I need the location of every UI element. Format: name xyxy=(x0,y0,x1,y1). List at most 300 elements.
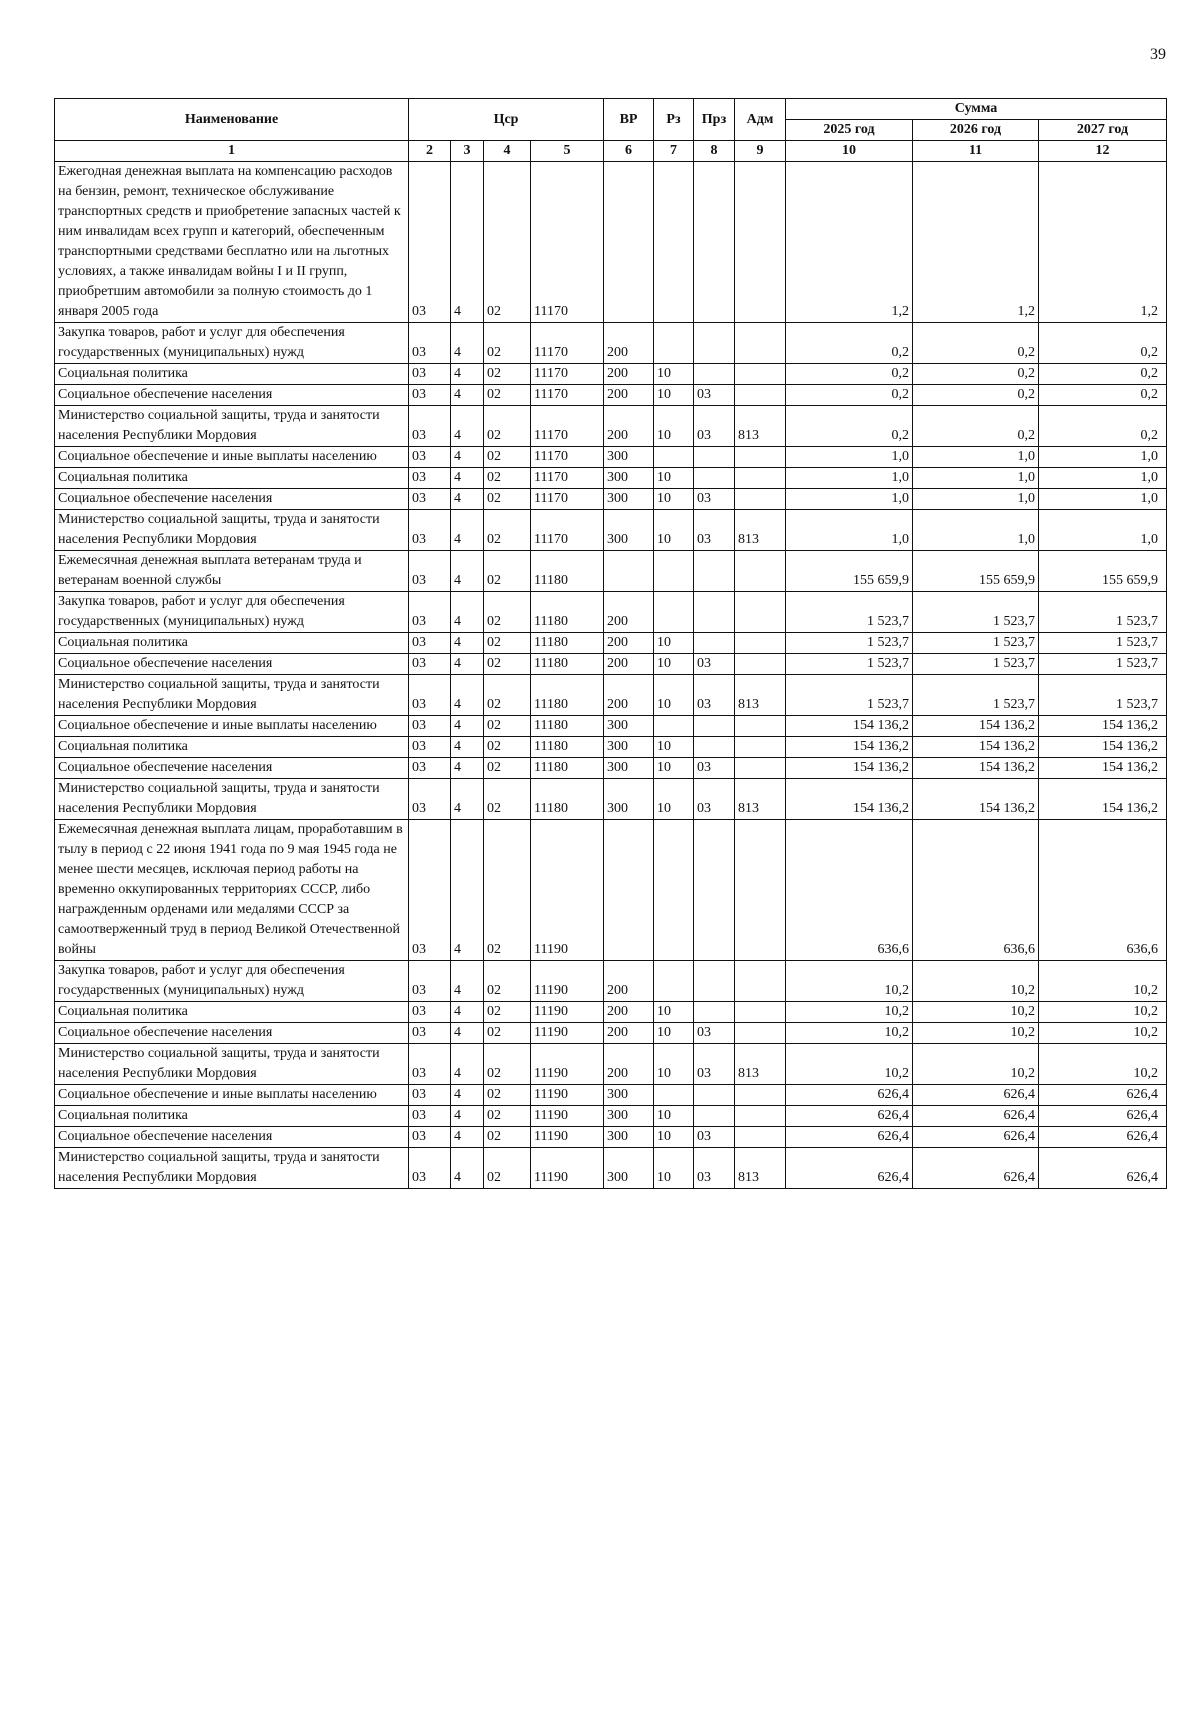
row-sum-2027: 0,2 xyxy=(1039,406,1167,447)
row-prz: 03 xyxy=(694,758,735,779)
row-sum-2027: 10,2 xyxy=(1039,961,1167,1002)
row-adm xyxy=(735,447,786,468)
row-vr: 200 xyxy=(604,654,654,675)
row-sum-2027: 1 523,7 xyxy=(1039,654,1167,675)
row-tsr-4: 11180 xyxy=(531,551,604,592)
row-name: Социальная политика xyxy=(55,737,409,758)
row-tsr-3: 02 xyxy=(484,1002,531,1023)
row-adm xyxy=(735,758,786,779)
row-sum-2027: 1,2 xyxy=(1039,162,1167,323)
row-sum-2026: 1,0 xyxy=(913,489,1039,510)
row-tsr-3: 02 xyxy=(484,1148,531,1189)
table-row xyxy=(55,385,1167,406)
row-name: Закупка товаров, работ и услуг для обеспечения государственных (муниципальных) нужд xyxy=(55,323,409,364)
row-rz xyxy=(654,592,694,633)
row-vr: 200 xyxy=(604,364,654,385)
row-sum-2026: 1,0 xyxy=(913,447,1039,468)
row-tsr-4: 11170 xyxy=(531,510,604,551)
row-sum-2025: 626,4 xyxy=(786,1106,913,1127)
row-sum-2026: 626,4 xyxy=(913,1127,1039,1148)
row-vr: 200 xyxy=(604,323,654,364)
row-tsr-2: 4 xyxy=(451,1106,484,1127)
row-rz: 10 xyxy=(654,1023,694,1044)
table-body xyxy=(55,162,1167,1189)
table-row xyxy=(55,489,1167,510)
col-number: 12 xyxy=(1039,141,1167,162)
row-sum-2025: 0,2 xyxy=(786,323,913,364)
row-tsr-1: 03 xyxy=(409,551,451,592)
row-tsr-4: 11180 xyxy=(531,716,604,737)
table-row xyxy=(55,447,1167,468)
row-sum-2025: 10,2 xyxy=(786,1023,913,1044)
column-number-row xyxy=(55,141,1167,162)
row-prz xyxy=(694,1085,735,1106)
row-tsr-2: 4 xyxy=(451,961,484,1002)
table-row xyxy=(55,323,1167,364)
row-tsr-4: 11190 xyxy=(531,1044,604,1085)
table-row xyxy=(55,633,1167,654)
row-sum-2027: 154 136,2 xyxy=(1039,716,1167,737)
budget-table xyxy=(54,98,1167,1189)
col-number: 5 xyxy=(531,141,604,162)
row-tsr-4: 11170 xyxy=(531,323,604,364)
row-vr: 200 xyxy=(604,1002,654,1023)
row-rz xyxy=(654,323,694,364)
row-tsr-4: 11190 xyxy=(531,1148,604,1189)
row-adm xyxy=(735,323,786,364)
row-sum-2026: 1 523,7 xyxy=(913,675,1039,716)
row-tsr-3: 02 xyxy=(484,1023,531,1044)
row-adm: 813 xyxy=(735,510,786,551)
row-rz xyxy=(654,1085,694,1106)
row-sum-2027: 1,0 xyxy=(1039,447,1167,468)
row-prz xyxy=(694,737,735,758)
row-name: Ежегодная денежная выплата на компенсацию расходов на бензин, ремонт, техническое обслуживание транспортных средств и приобретение запасных частей к ним инвалидам всех групп и категорий, обеспеченным транспортными средствами бесплатно или на льготных условиях, а также инвалидам войны I и II групп, приобретшим автомобили за полную стоимость до 1 января 2005 года xyxy=(55,162,409,323)
row-prz xyxy=(694,323,735,364)
header-sum: Сумма xyxy=(786,99,1167,120)
row-tsr-4: 11190 xyxy=(531,961,604,1002)
row-tsr-2: 4 xyxy=(451,758,484,779)
table-row xyxy=(55,510,1167,551)
row-tsr-2: 4 xyxy=(451,162,484,323)
row-name: Социальная политика xyxy=(55,364,409,385)
col-number: 1 xyxy=(55,141,409,162)
row-vr: 300 xyxy=(604,510,654,551)
table-row xyxy=(55,654,1167,675)
row-sum-2026: 626,4 xyxy=(913,1106,1039,1127)
row-sum-2026: 1 523,7 xyxy=(913,633,1039,654)
row-adm xyxy=(735,385,786,406)
row-prz xyxy=(694,1002,735,1023)
row-sum-2026: 154 136,2 xyxy=(913,716,1039,737)
table-row xyxy=(55,406,1167,447)
row-tsr-3: 02 xyxy=(484,654,531,675)
row-tsr-3: 02 xyxy=(484,675,531,716)
row-name: Социальное обеспечение населения xyxy=(55,489,409,510)
row-tsr-1: 03 xyxy=(409,758,451,779)
row-sum-2026: 1 523,7 xyxy=(913,592,1039,633)
row-prz: 03 xyxy=(694,1023,735,1044)
row-sum-2027: 154 136,2 xyxy=(1039,737,1167,758)
row-sum-2026: 0,2 xyxy=(913,385,1039,406)
row-sum-2026: 626,4 xyxy=(913,1148,1039,1189)
row-tsr-4: 11190 xyxy=(531,1023,604,1044)
table-row xyxy=(55,716,1167,737)
row-sum-2027: 626,4 xyxy=(1039,1127,1167,1148)
row-rz: 10 xyxy=(654,1148,694,1189)
table-row xyxy=(55,1085,1167,1106)
row-tsr-1: 03 xyxy=(409,961,451,1002)
row-rz: 10 xyxy=(654,779,694,820)
row-adm xyxy=(735,737,786,758)
row-rz: 10 xyxy=(654,489,694,510)
row-sum-2027: 0,2 xyxy=(1039,323,1167,364)
row-tsr-3: 02 xyxy=(484,1106,531,1127)
row-sum-2026: 626,4 xyxy=(913,1085,1039,1106)
row-tsr-2: 4 xyxy=(451,1127,484,1148)
row-prz xyxy=(694,447,735,468)
row-vr: 300 xyxy=(604,489,654,510)
row-tsr-2: 4 xyxy=(451,551,484,592)
row-prz: 03 xyxy=(694,1127,735,1148)
row-tsr-4: 11190 xyxy=(531,820,604,961)
row-prz xyxy=(694,468,735,489)
row-tsr-1: 03 xyxy=(409,779,451,820)
row-name: Министерство социальной защиты, труда и занятости населения Республики Мордовия xyxy=(55,1044,409,1085)
row-tsr-3: 02 xyxy=(484,323,531,364)
row-prz xyxy=(694,162,735,323)
row-sum-2027: 626,4 xyxy=(1039,1148,1167,1189)
row-name: Социальное обеспечение населения xyxy=(55,654,409,675)
row-sum-2027: 1 523,7 xyxy=(1039,675,1167,716)
row-tsr-1: 03 xyxy=(409,162,451,323)
row-rz: 10 xyxy=(654,1106,694,1127)
row-tsr-2: 4 xyxy=(451,406,484,447)
row-sum-2026: 154 136,2 xyxy=(913,758,1039,779)
row-name: Социальное обеспечение и иные выплаты населению xyxy=(55,447,409,468)
table-row xyxy=(55,592,1167,633)
row-sum-2026: 636,6 xyxy=(913,820,1039,961)
row-tsr-3: 02 xyxy=(484,447,531,468)
row-sum-2026: 154 136,2 xyxy=(913,779,1039,820)
row-tsr-3: 02 xyxy=(484,406,531,447)
row-sum-2025: 154 136,2 xyxy=(786,716,913,737)
table-row xyxy=(55,551,1167,592)
row-name: Министерство социальной защиты, труда и занятости населения Республики Мордовия xyxy=(55,510,409,551)
header-adm: Адм xyxy=(735,99,786,141)
row-tsr-2: 4 xyxy=(451,364,484,385)
table-row xyxy=(55,758,1167,779)
row-rz: 10 xyxy=(654,654,694,675)
row-sum-2027: 1,0 xyxy=(1039,468,1167,489)
row-sum-2026: 10,2 xyxy=(913,1002,1039,1023)
col-number: 7 xyxy=(654,141,694,162)
row-vr: 300 xyxy=(604,447,654,468)
row-adm xyxy=(735,1023,786,1044)
row-tsr-1: 03 xyxy=(409,364,451,385)
row-sum-2025: 10,2 xyxy=(786,1002,913,1023)
row-tsr-4: 11180 xyxy=(531,592,604,633)
row-prz xyxy=(694,1106,735,1127)
row-sum-2026: 0,2 xyxy=(913,364,1039,385)
row-tsr-1: 03 xyxy=(409,447,451,468)
row-adm xyxy=(735,364,786,385)
table-row xyxy=(55,364,1167,385)
row-tsr-1: 03 xyxy=(409,675,451,716)
row-adm xyxy=(735,551,786,592)
row-sum-2025: 1,0 xyxy=(786,447,913,468)
row-sum-2025: 626,4 xyxy=(786,1127,913,1148)
row-tsr-1: 03 xyxy=(409,385,451,406)
row-name: Социальное обеспечение населения xyxy=(55,758,409,779)
row-name: Социальная политика xyxy=(55,1002,409,1023)
row-prz: 03 xyxy=(694,510,735,551)
row-sum-2027: 636,6 xyxy=(1039,820,1167,961)
row-tsr-2: 4 xyxy=(451,633,484,654)
header-name: Наименование xyxy=(55,99,409,141)
table-row xyxy=(55,961,1167,1002)
row-tsr-4: 11190 xyxy=(531,1085,604,1106)
row-sum-2027: 10,2 xyxy=(1039,1044,1167,1085)
row-sum-2025: 1 523,7 xyxy=(786,654,913,675)
row-sum-2025: 1 523,7 xyxy=(786,592,913,633)
row-adm xyxy=(735,654,786,675)
row-sum-2025: 155 659,9 xyxy=(786,551,913,592)
row-tsr-4: 11170 xyxy=(531,364,604,385)
row-adm xyxy=(735,489,786,510)
row-tsr-3: 02 xyxy=(484,820,531,961)
row-name: Социальное обеспечение населения xyxy=(55,385,409,406)
row-rz xyxy=(654,961,694,1002)
table-row xyxy=(55,1002,1167,1023)
row-tsr-4: 11170 xyxy=(531,489,604,510)
row-vr: 200 xyxy=(604,633,654,654)
row-tsr-2: 4 xyxy=(451,820,484,961)
row-tsr-3: 02 xyxy=(484,758,531,779)
row-tsr-2: 4 xyxy=(451,737,484,758)
row-rz: 10 xyxy=(654,758,694,779)
row-tsr-3: 02 xyxy=(484,551,531,592)
row-rz xyxy=(654,162,694,323)
row-tsr-3: 02 xyxy=(484,961,531,1002)
row-adm xyxy=(735,1085,786,1106)
row-sum-2026: 1,0 xyxy=(913,510,1039,551)
row-tsr-2: 4 xyxy=(451,1085,484,1106)
row-prz xyxy=(694,551,735,592)
table-row xyxy=(55,1023,1167,1044)
row-sum-2027: 155 659,9 xyxy=(1039,551,1167,592)
row-tsr-3: 02 xyxy=(484,592,531,633)
row-tsr-3: 02 xyxy=(484,468,531,489)
row-name: Министерство социальной защиты, труда и занятости населения Республики Мордовия xyxy=(55,1148,409,1189)
row-vr: 200 xyxy=(604,385,654,406)
row-tsr-3: 02 xyxy=(484,1085,531,1106)
row-tsr-3: 02 xyxy=(484,1044,531,1085)
row-tsr-1: 03 xyxy=(409,1106,451,1127)
row-sum-2025: 1,2 xyxy=(786,162,913,323)
header-rz: Рз xyxy=(654,99,694,141)
row-sum-2025: 0,2 xyxy=(786,364,913,385)
table-row xyxy=(55,675,1167,716)
row-rz xyxy=(654,447,694,468)
row-tsr-3: 02 xyxy=(484,737,531,758)
col-number: 10 xyxy=(786,141,913,162)
col-number: 9 xyxy=(735,141,786,162)
row-vr: 300 xyxy=(604,716,654,737)
row-sum-2027: 1 523,7 xyxy=(1039,592,1167,633)
row-tsr-1: 03 xyxy=(409,510,451,551)
row-tsr-1: 03 xyxy=(409,654,451,675)
row-tsr-1: 03 xyxy=(409,1085,451,1106)
row-vr: 300 xyxy=(604,1148,654,1189)
row-name: Социальное обеспечение населения xyxy=(55,1023,409,1044)
row-sum-2026: 0,2 xyxy=(913,406,1039,447)
row-tsr-4: 11170 xyxy=(531,406,604,447)
row-prz xyxy=(694,716,735,737)
row-prz: 03 xyxy=(694,1044,735,1085)
row-tsr-2: 4 xyxy=(451,716,484,737)
header-tsr: Цср xyxy=(409,99,604,141)
table-row xyxy=(55,468,1167,489)
row-tsr-1: 03 xyxy=(409,406,451,447)
header-prz: Прз xyxy=(694,99,735,141)
row-tsr-2: 4 xyxy=(451,1023,484,1044)
row-vr xyxy=(604,162,654,323)
row-vr: 200 xyxy=(604,675,654,716)
row-sum-2027: 1 523,7 xyxy=(1039,633,1167,654)
row-prz: 03 xyxy=(694,1148,735,1189)
row-tsr-4: 11170 xyxy=(531,447,604,468)
row-tsr-2: 4 xyxy=(451,447,484,468)
row-tsr-4: 11170 xyxy=(531,162,604,323)
header-vr: ВР xyxy=(604,99,654,141)
row-tsr-2: 4 xyxy=(451,654,484,675)
row-adm xyxy=(735,592,786,633)
row-tsr-4: 11180 xyxy=(531,779,604,820)
table-row xyxy=(55,820,1167,961)
row-name: Министерство социальной защиты, труда и занятости населения Республики Мордовия xyxy=(55,675,409,716)
row-sum-2026: 155 659,9 xyxy=(913,551,1039,592)
row-name: Социальное обеспечение и иные выплаты населению xyxy=(55,716,409,737)
row-tsr-1: 03 xyxy=(409,633,451,654)
row-tsr-2: 4 xyxy=(451,323,484,364)
row-tsr-1: 03 xyxy=(409,1023,451,1044)
row-sum-2027: 1,0 xyxy=(1039,510,1167,551)
row-rz: 10 xyxy=(654,406,694,447)
row-sum-2025: 154 136,2 xyxy=(786,737,913,758)
row-sum-2026: 10,2 xyxy=(913,961,1039,1002)
col-number: 11 xyxy=(913,141,1039,162)
row-vr: 200 xyxy=(604,592,654,633)
row-adm xyxy=(735,1127,786,1148)
row-vr: 300 xyxy=(604,468,654,489)
row-rz: 10 xyxy=(654,385,694,406)
row-tsr-2: 4 xyxy=(451,385,484,406)
row-vr: 200 xyxy=(604,1023,654,1044)
row-tsr-3: 02 xyxy=(484,779,531,820)
row-tsr-4: 11180 xyxy=(531,737,604,758)
row-sum-2026: 1,0 xyxy=(913,468,1039,489)
row-vr: 200 xyxy=(604,406,654,447)
row-adm xyxy=(735,633,786,654)
row-tsr-1: 03 xyxy=(409,1002,451,1023)
row-tsr-3: 02 xyxy=(484,510,531,551)
row-prz: 03 xyxy=(694,406,735,447)
row-tsr-1: 03 xyxy=(409,489,451,510)
row-sum-2025: 0,2 xyxy=(786,406,913,447)
row-tsr-2: 4 xyxy=(451,675,484,716)
row-rz: 10 xyxy=(654,675,694,716)
row-sum-2025: 154 136,2 xyxy=(786,779,913,820)
row-tsr-1: 03 xyxy=(409,1044,451,1085)
header-row-1 xyxy=(55,99,1167,120)
row-tsr-3: 02 xyxy=(484,633,531,654)
row-tsr-4: 11180 xyxy=(531,633,604,654)
row-vr: 300 xyxy=(604,779,654,820)
row-sum-2025: 0,2 xyxy=(786,385,913,406)
row-name: Социальная политика xyxy=(55,1106,409,1127)
row-sum-2025: 1,0 xyxy=(786,468,913,489)
row-sum-2025: 636,6 xyxy=(786,820,913,961)
row-sum-2025: 10,2 xyxy=(786,961,913,1002)
row-name: Социальное обеспечение и иные выплаты населению xyxy=(55,1085,409,1106)
row-tsr-4: 11180 xyxy=(531,758,604,779)
row-sum-2025: 626,4 xyxy=(786,1148,913,1189)
row-sum-2027: 154 136,2 xyxy=(1039,758,1167,779)
row-rz: 10 xyxy=(654,364,694,385)
row-sum-2025: 154 136,2 xyxy=(786,758,913,779)
row-name: Министерство социальной защиты, труда и занятости населения Республики Мордовия xyxy=(55,779,409,820)
row-adm: 813 xyxy=(735,779,786,820)
row-adm xyxy=(735,1106,786,1127)
row-prz xyxy=(694,961,735,1002)
row-vr: 200 xyxy=(604,961,654,1002)
row-tsr-3: 02 xyxy=(484,162,531,323)
row-vr: 300 xyxy=(604,737,654,758)
row-name: Социальная политика xyxy=(55,468,409,489)
row-adm: 813 xyxy=(735,1044,786,1085)
row-sum-2025: 626,4 xyxy=(786,1085,913,1106)
page-number: 39 xyxy=(1150,46,1166,63)
table-row xyxy=(55,162,1167,323)
row-tsr-4: 11180 xyxy=(531,654,604,675)
row-adm: 813 xyxy=(735,675,786,716)
row-sum-2027: 626,4 xyxy=(1039,1106,1167,1127)
row-prz xyxy=(694,633,735,654)
row-sum-2027: 626,4 xyxy=(1039,1085,1167,1106)
row-tsr-4: 11170 xyxy=(531,468,604,489)
row-vr xyxy=(604,820,654,961)
row-tsr-3: 02 xyxy=(484,716,531,737)
row-prz: 03 xyxy=(694,654,735,675)
row-adm xyxy=(735,162,786,323)
row-rz: 10 xyxy=(654,633,694,654)
row-vr xyxy=(604,551,654,592)
row-sum-2025: 1 523,7 xyxy=(786,633,913,654)
col-number: 8 xyxy=(694,141,735,162)
table-row xyxy=(55,1127,1167,1148)
row-adm xyxy=(735,820,786,961)
row-adm: 813 xyxy=(735,1148,786,1189)
row-rz: 10 xyxy=(654,468,694,489)
row-sum-2026: 1,2 xyxy=(913,162,1039,323)
table-row xyxy=(55,1148,1167,1189)
row-vr: 200 xyxy=(604,1044,654,1085)
row-tsr-2: 4 xyxy=(451,468,484,489)
row-name: Социальное обеспечение населения xyxy=(55,1127,409,1148)
row-tsr-1: 03 xyxy=(409,1148,451,1189)
table-row xyxy=(55,1106,1167,1127)
